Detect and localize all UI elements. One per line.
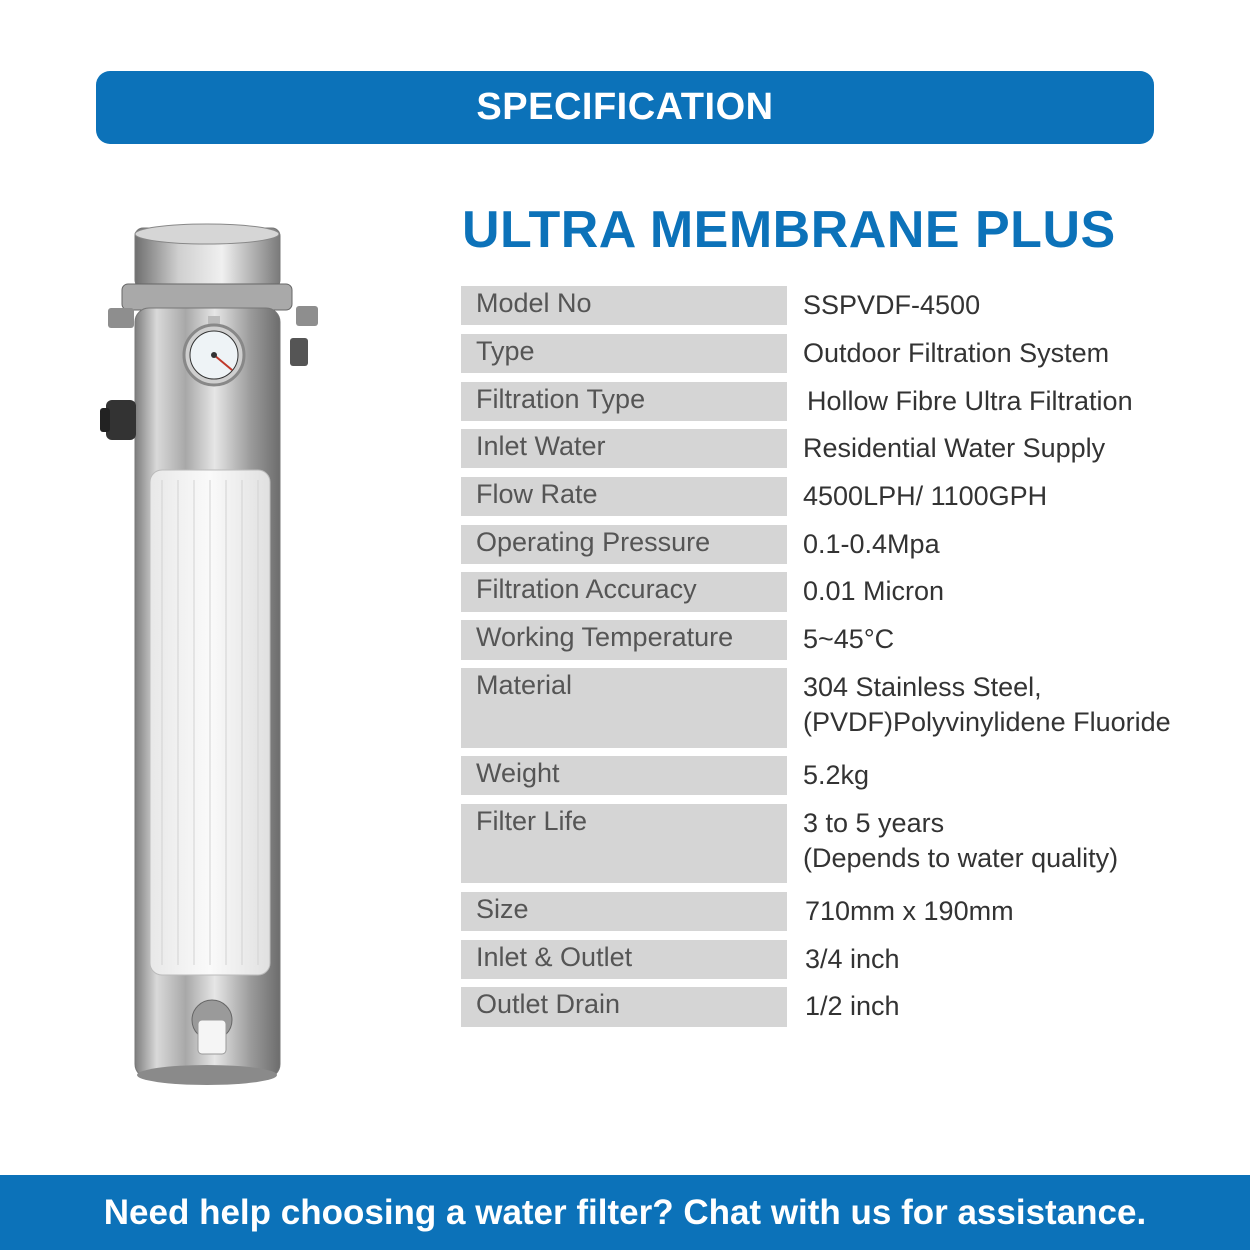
spec-label: Type <box>461 334 787 373</box>
spec-value: SSPVDF-4500 <box>803 290 981 320</box>
spec-value: 0.1-0.4Mpa <box>803 529 940 559</box>
spec-value: Hollow Fibre Ultra Filtration <box>807 386 1133 416</box>
footer-text: Need help choosing a water filter? Chat with us for assistance. <box>103 1192 1147 1232</box>
spec-label: Filter Life <box>461 804 787 883</box>
banner-title: SPECIFICATION <box>476 86 774 128</box>
spec-label: Material <box>461 668 787 748</box>
spec-label: Weight <box>461 756 787 795</box>
spec-value: 304 Stainless Steel, <box>803 672 1042 702</box>
spec-label: Filtration Accuracy <box>461 572 787 612</box>
water-filter-housing-image <box>100 220 340 1100</box>
spec-value: 3 to 5 years <box>803 808 945 838</box>
spec-value: 0.01 Micron <box>803 576 945 606</box>
spec-label: Inlet Water <box>461 429 787 468</box>
help-footer-banner[interactable] <box>0 1175 1250 1250</box>
spec-label: Inlet & Outlet <box>461 940 787 979</box>
spec-value-line-2: (PVDF)Polyvinylidene Fluoride <box>803 707 1171 737</box>
spec-value: 3/4 inch <box>805 944 900 974</box>
spec-value-line-2: (Depends to water quality) <box>803 843 1119 873</box>
spec-value: 710mm x 190mm <box>805 896 1014 926</box>
spec-value: Outdoor Filtration System <box>803 338 1110 368</box>
spec-value: Residential Water Supply <box>803 433 1106 463</box>
spec-label: Operating Pressure <box>461 525 787 564</box>
spec-label: Filtration Type <box>461 382 787 421</box>
spec-label: Outlet Drain <box>461 987 787 1027</box>
spec-value: 1/2 inch <box>805 991 900 1021</box>
spec-value: 4500LPH/ 1100GPH <box>803 481 1048 511</box>
spec-label: Size <box>461 892 787 931</box>
spec-value: 5~45°C <box>803 624 895 654</box>
product-title: ULTRA MEMBRANE PLUS <box>462 201 1116 259</box>
spec-label: Working Temperature <box>461 620 787 660</box>
spec-value: 5.2kg <box>803 760 870 790</box>
spec-label: Flow Rate <box>461 477 787 516</box>
specification-banner <box>96 71 1154 144</box>
spec-label: Model No <box>461 286 787 325</box>
